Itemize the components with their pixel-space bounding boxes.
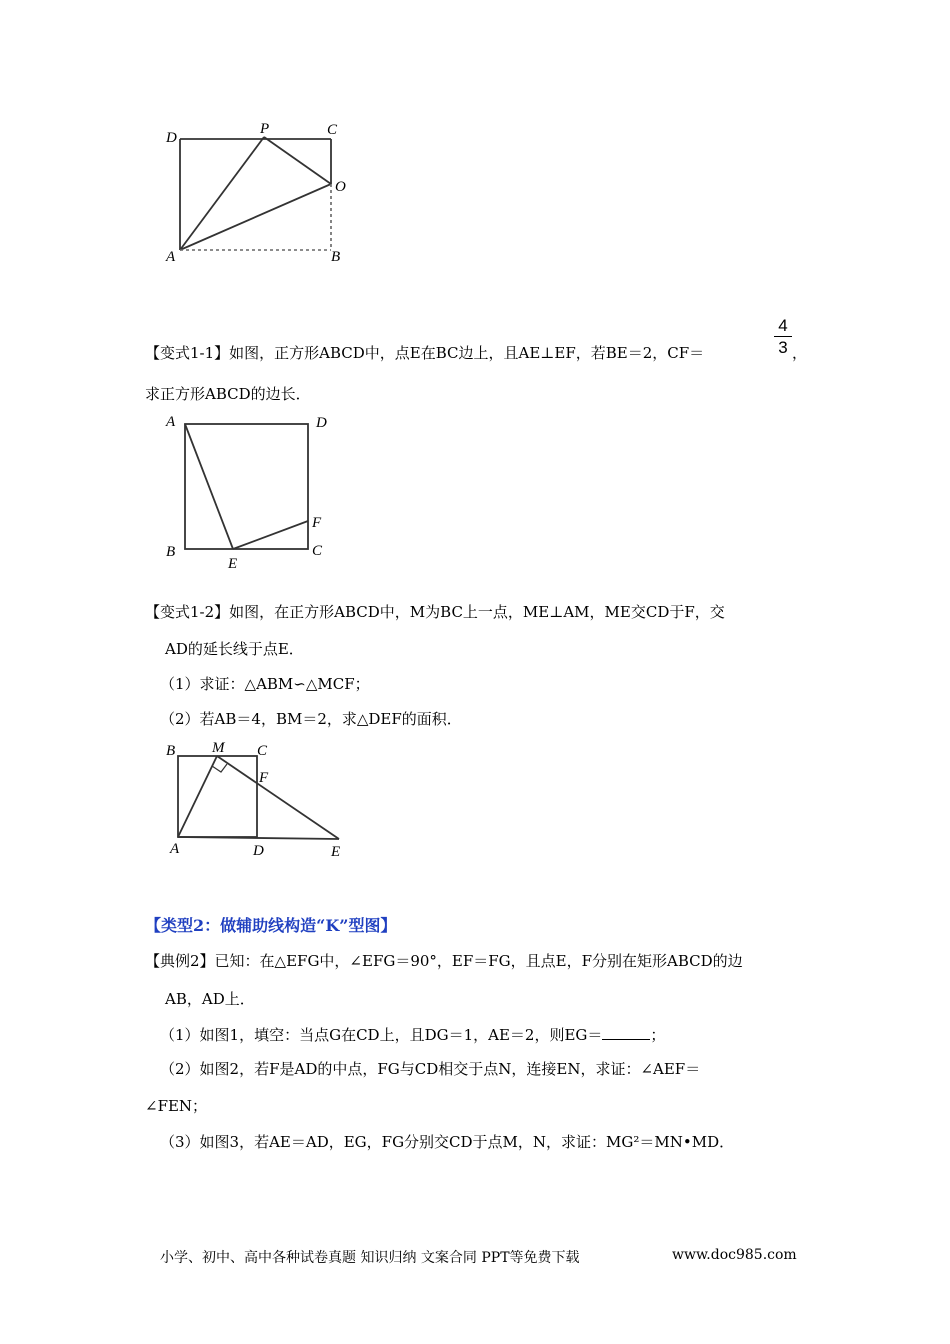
- variant-1-1-line1: [145, 342, 704, 364]
- label-o: O: [335, 179, 346, 195]
- example-2-question-1: [160, 1024, 665, 1046]
- fraction-four-thirds: [774, 316, 792, 357]
- example-2-line2: AB，AD上．: [165, 990, 255, 1008]
- label-a: A: [166, 414, 176, 430]
- label-a: A: [166, 249, 176, 265]
- label-d: D: [253, 843, 264, 859]
- variant-1-1-comma: ，: [792, 344, 808, 362]
- fraction-numerator: 4: [778, 316, 788, 335]
- variant-1-2-line1: [145, 601, 725, 623]
- label-b: B: [331, 249, 341, 265]
- figure-2-square-aef: [160, 408, 340, 573]
- label-c: C: [312, 543, 323, 559]
- label-c: C: [257, 743, 268, 759]
- fraction-bar: [774, 336, 792, 337]
- answer-blank: [602, 1025, 650, 1040]
- label-f: F: [259, 770, 269, 786]
- variant-1-2-text: 如图，在正方形ABCD中，M为BC上一点，ME⊥AM，ME交CD于F，交: [229, 603, 725, 621]
- variant-1-1-tag: 【变式1-1】: [145, 344, 230, 362]
- variant-1-1-line2: 求正方形ABCD的边长．: [145, 385, 311, 403]
- example-2-question-3: （3）如图3，若AE＝AD，EG，FG分别交CD于点M，N，求证：MG²＝MN•MD．: [160, 1133, 735, 1151]
- figure-1-rectangle-apo: [160, 118, 360, 268]
- type-2-heading: 【类型2：做辅助线构造“K”型图】: [145, 916, 397, 935]
- example-2-text: 已知：在△EFG中，∠EFG＝90°，EF＝FG，且点E，F分别在矩形ABCD的边: [214, 952, 743, 970]
- variant-1-2-line2: AD的延长线于点E．: [165, 640, 304, 658]
- example-2-q1-end: ；: [650, 1026, 666, 1044]
- label-c: C: [327, 122, 338, 138]
- label-b: B: [166, 743, 176, 759]
- label-d: D: [316, 415, 327, 431]
- label-b: B: [166, 544, 176, 560]
- example-2-question-2a: （2）如图2，若F是AD的中点，FG与CD相交于点N，连接EN，求证：∠AEF＝: [160, 1060, 701, 1078]
- label-e: E: [228, 556, 238, 572]
- label-m: M: [212, 740, 225, 756]
- footer-text: 小学、初中、高中各种试卷真题 知识归纳 文案合同 PPT等免费下载: [160, 1250, 580, 1266]
- variant-1-2-tag: 【变式1-2】: [145, 603, 230, 621]
- footer-url[interactable]: www.doc985.com: [672, 1247, 797, 1263]
- label-p: P: [260, 121, 270, 137]
- label-f: F: [312, 515, 322, 531]
- variant-1-2-question-2: （2）若AB＝4，BM＝2，求△DEF的面积．: [160, 710, 462, 728]
- figure-3-square-mfe: [160, 735, 360, 860]
- example-2-question-2b: ∠FEN；: [145, 1097, 208, 1115]
- label-a: A: [170, 841, 180, 857]
- example-2-line1: [145, 950, 743, 972]
- variant-1-2-question-1: （1）求证：△ABM∽△MCF；: [160, 675, 370, 693]
- example-2-tag: 【典例2】: [145, 952, 215, 970]
- variant-1-1-text: 如图，正方形ABCD中，点E在BC边上，且AE⊥EF，若BE＝2，CF＝: [229, 344, 705, 362]
- label-d: D: [166, 130, 177, 146]
- example-2-q1-text: （1）如图1，填空：当点G在CD上，且DG＝1，AE＝2，则EG＝: [160, 1026, 603, 1044]
- fraction-denominator: 3: [778, 338, 788, 357]
- label-e: E: [331, 844, 341, 860]
